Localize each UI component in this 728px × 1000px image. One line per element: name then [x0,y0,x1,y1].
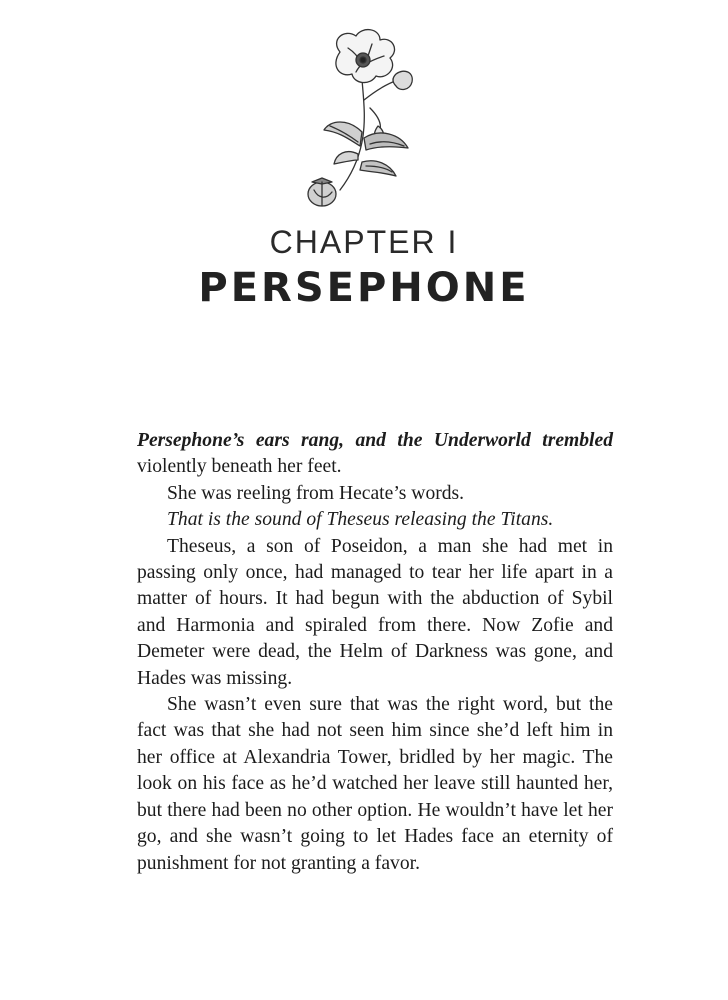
paragraph-4: Theseus, a son of Poseidon, a man she had met in passing only once, had managed to tear her life apart in a matter of hours. It had begun with the abduction of Sybil and Harmonia and spiraled from there. Now Zofie and Demeter were dead, the Helm of Darkness was gone, and Hades was missing. [137,535,613,689]
paragraph-1-text: violently beneath her feet. [137,456,342,478]
chapter-title: PERSEPHONE [198,265,530,311]
paragraph-1 [137,428,613,481]
paragraph-3: That is the sound of Theseus releasing the Titans. [167,509,554,531]
chapter-label: CHAPTER I [269,224,459,260]
paragraph-5: She wasn’t even sure that was the right word, but the fact was that she had not seen him since she’d left him in her office at Alexandria Tower, bridled by her magic. The look on his face as he’d watched her leave still haunted her, but there had been no other option. He wouldn’t have let her go, and she wasn’t going to let Hades face an eternity of punishment for not granting a favor. [137,694,613,874]
lead-in-text: Persephone’s ears rang, and the Underworld trembled [137,430,613,451]
poppy-flower-icon [300,22,440,207]
chapter-body [137,428,613,877]
paragraph-2: She was reeling from Hecate’s words. [167,482,465,504]
